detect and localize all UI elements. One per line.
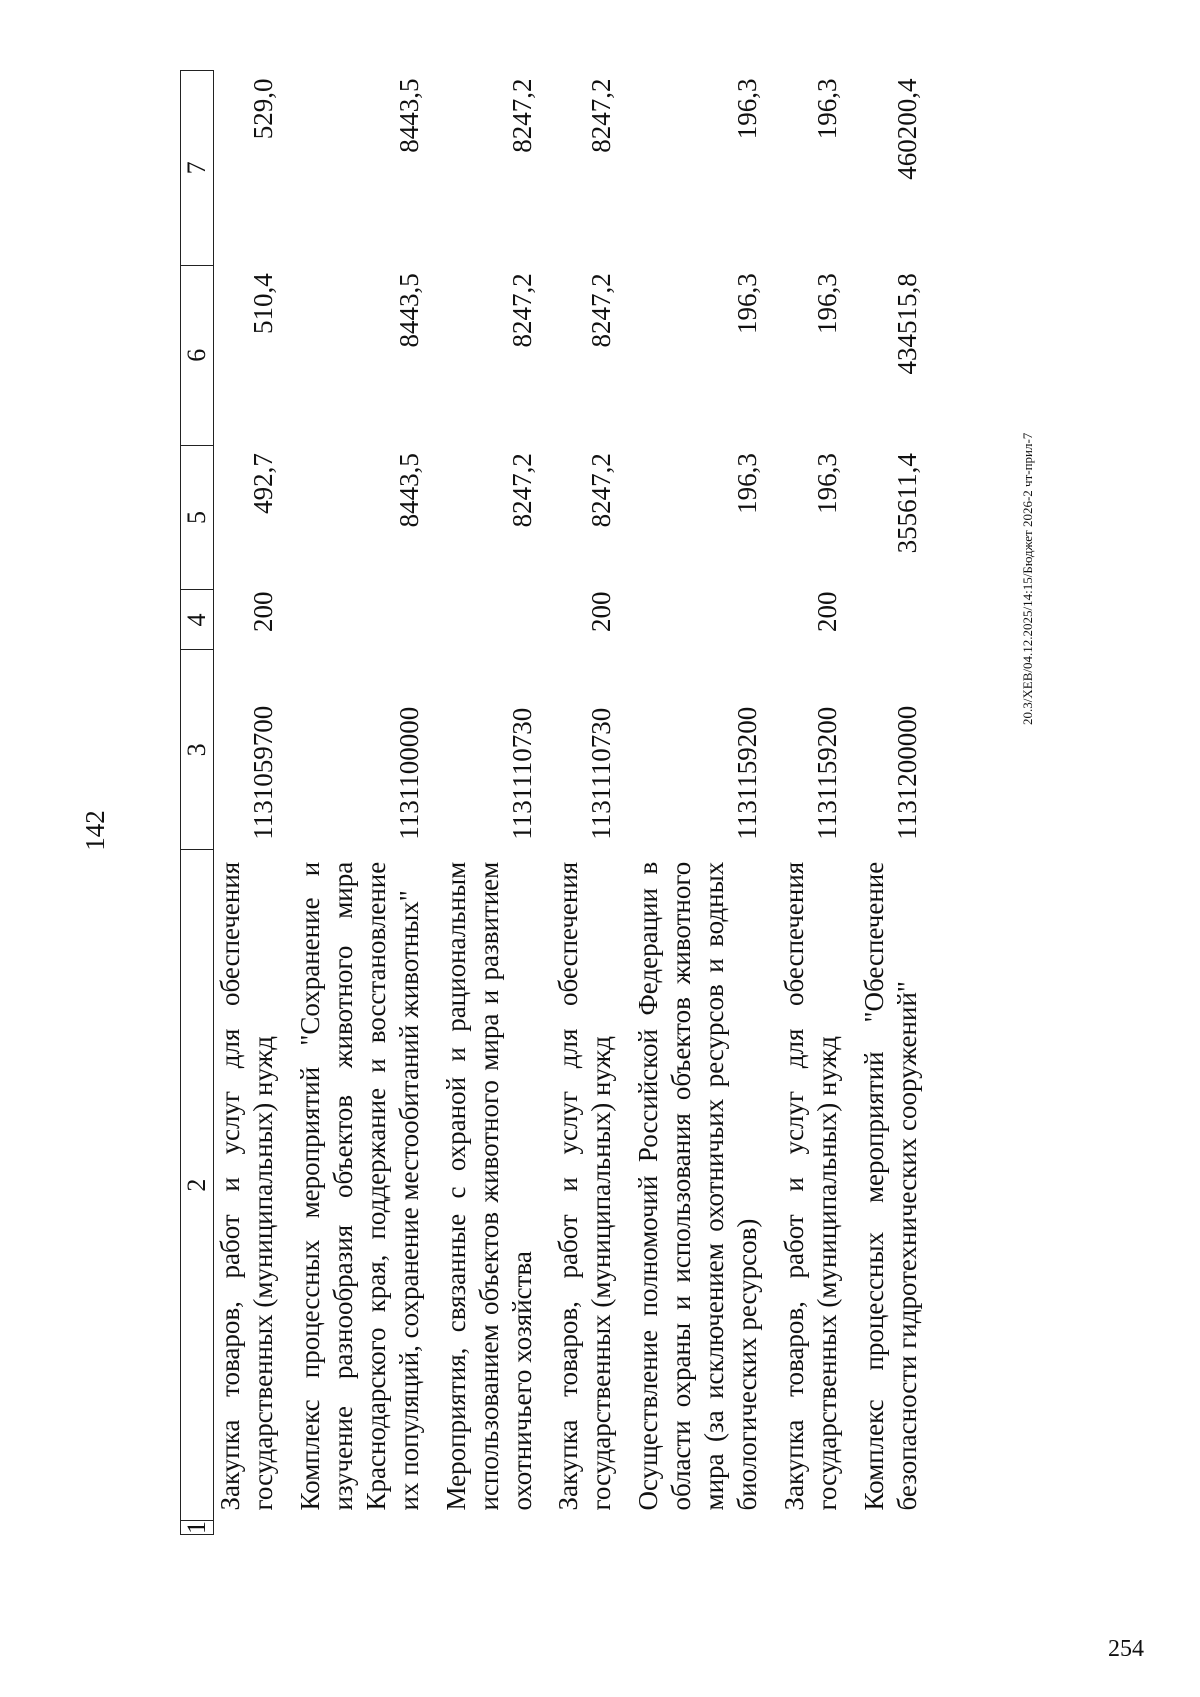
row-value-7: 8443,5 [393,78,424,153]
row-code: 1131159200 [812,706,842,840]
row-value-5: 8443,5 [393,453,424,528]
row-value-6: 196,3 [812,273,842,335]
row-expense-type: 200 [247,591,278,632]
row-value-5: 355611,4 [891,453,922,554]
row-code: 1131159200 [732,706,763,840]
table-row [290,71,436,1535]
row-value-7: 8247,2 [586,78,617,153]
column-header: 3 [181,650,214,850]
row-value-5: 492,7 [247,453,278,514]
column-header: 7 [181,71,214,266]
row-name: Закупка товаров, работ и услуг для обеспечения государственных (муниципальных) нужд [215,861,278,1511]
row-value-7: 8247,2 [506,78,537,153]
row-value-6: 434515,8 [891,273,922,375]
page-number: 142 [79,810,110,851]
row-value-7: 460200,4 [891,78,922,180]
column-header: 1 [181,1521,214,1535]
column-header: 2 [181,850,214,1521]
row-value-6: 8247,2 [506,273,537,348]
row-value-6: 8247,2 [586,273,617,348]
row-expense-type [436,590,549,650]
row-name: Комплекс процессных мероприятий "Обеспечение безопасности гидротехнических сооружений" [858,861,922,1511]
row-expense-type: 200 [586,591,617,632]
table-row [436,71,549,1535]
table-row [548,71,628,1535]
table-row [214,71,290,1535]
document-footer-code: 20.3/ХЕВ/04.12.2025/14:15/Бюджет 2026-2 чт-прил-7 [1020,432,1035,725]
budget-table-container [180,70,1070,1535]
row-name: Закупка товаров, работ и услуг для обеспечения государственных (муниципальных) нужд [779,861,842,1511]
row-value-5: 8247,2 [506,453,537,528]
row-value-7: 196,3 [812,78,842,140]
column-header: 6 [181,265,214,445]
row-value-5: 8247,2 [586,453,617,528]
table-row [774,71,854,1535]
row-name: Осуществление полномочий Российской Федерации в области охраны и использования объектов животного мира (за исключением охотничьих ресурсов и водных биологических ресурсов) [633,861,763,1511]
row-code: 1131200000 [891,705,922,840]
row-value-6: 8443,5 [393,273,424,348]
table-header-row [181,71,214,1535]
row-code: 1131059700 [247,705,278,840]
row-value-5: 196,3 [812,453,842,514]
row-expense-type [854,590,934,650]
row-code: 1131100000 [393,706,424,840]
table-row [854,71,934,1535]
row-expense-type [628,590,774,650]
row-value-6: 510,4 [247,273,278,335]
row-value-7: 196,3 [732,78,763,140]
row-code: 1131110730 [586,707,617,840]
sheet-number: 254 [1108,1636,1144,1662]
table-row [628,71,774,1535]
row-value-5: 196,3 [732,453,763,514]
row-expense-type: 200 [812,591,842,632]
row-name: Закупка товаров, работ и услуг для обеспечения государственных (муниципальных) нужд [553,861,617,1511]
row-expense-type [290,590,436,650]
budget-table [180,70,934,1535]
column-header: 5 [181,445,214,590]
row-name: Мероприятия, связанные с охраной и рациональным использованием объектов животного мира и развитием охотничьего хозяйства [440,861,537,1511]
row-value-6: 196,3 [732,273,763,335]
row-code: 1131110730 [506,707,537,840]
row-name: Комплекс процессных мероприятий "Сохранение и изучение разнообразия объектов животного мира Краснодарского края, поддержание и восстановление их популяций, сохранение местообитаний животных" [294,861,424,1511]
column-header: 4 [181,590,214,650]
row-value-7: 529,0 [247,78,278,140]
